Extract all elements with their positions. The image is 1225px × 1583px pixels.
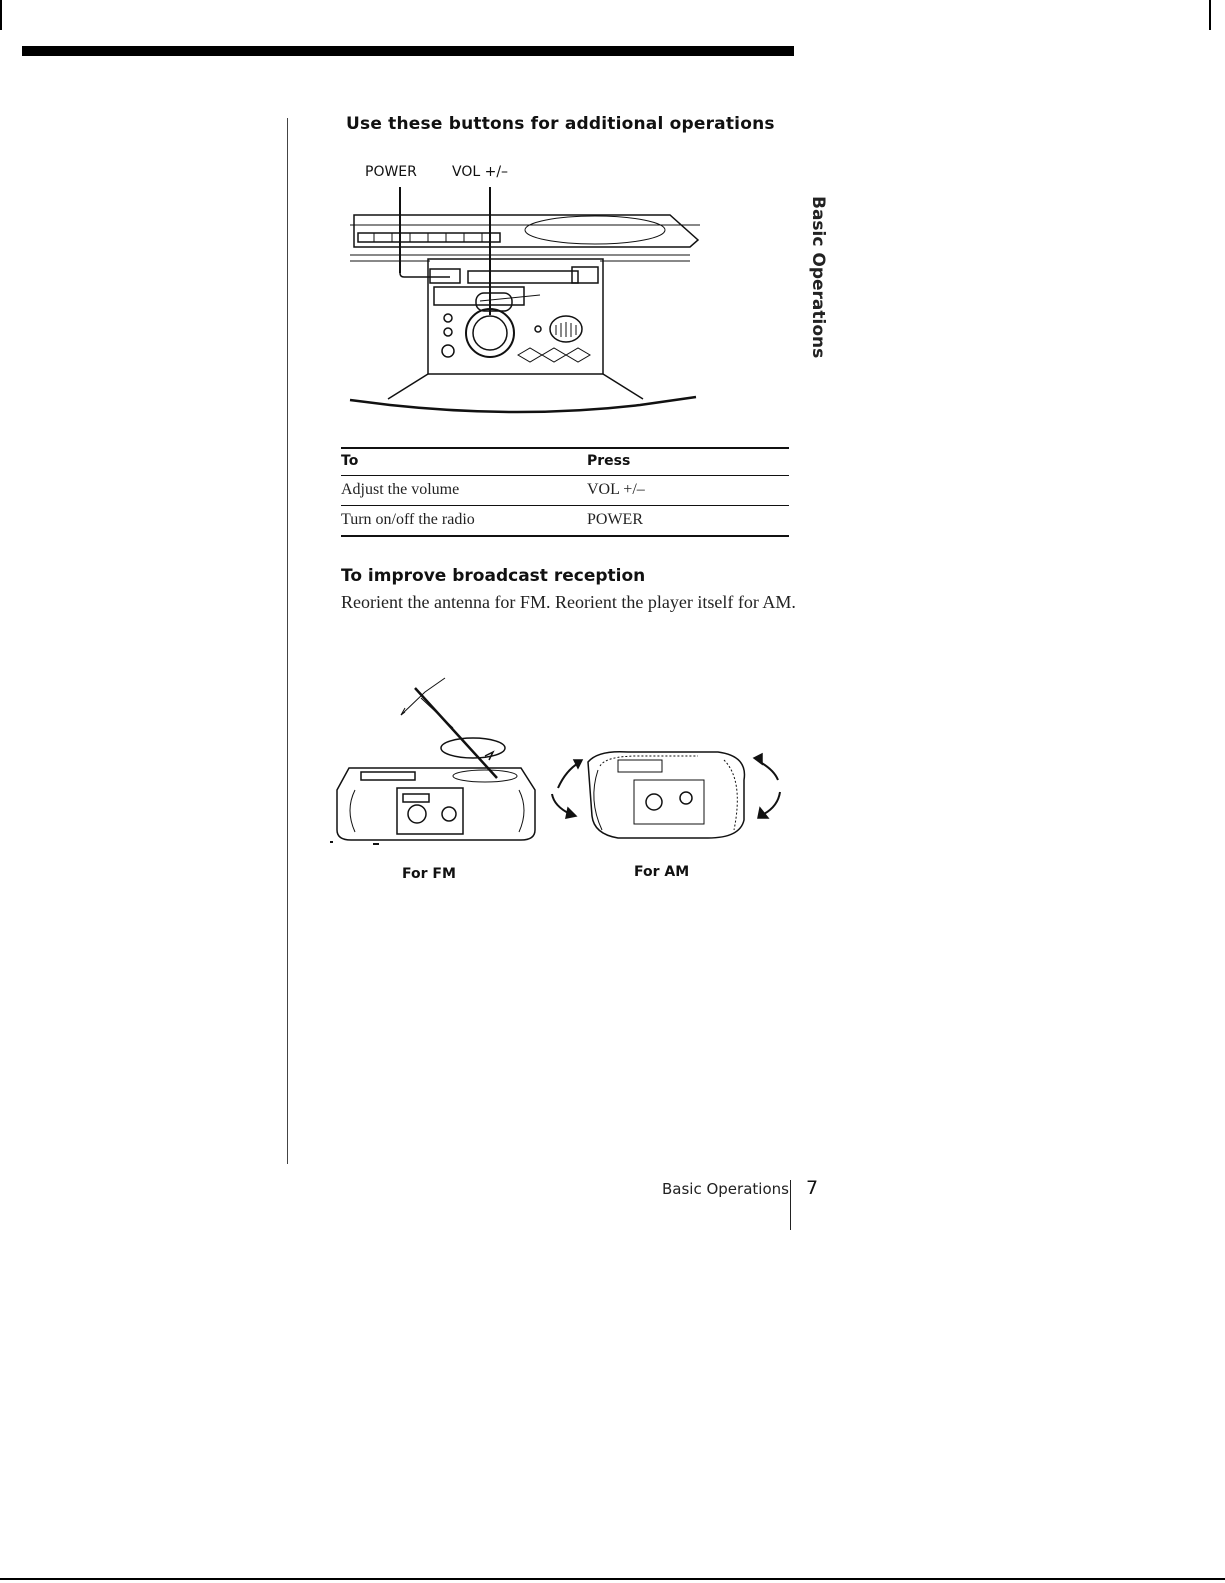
table-row — [341, 506, 789, 537]
radio-panel-illustration — [340, 185, 710, 415]
fm-caption: For FM — [402, 866, 456, 882]
footer-divider — [790, 1180, 791, 1230]
table-header-row — [341, 448, 789, 476]
reception-heading: To improve broadcast reception — [341, 566, 646, 586]
am-caption: For AM — [634, 864, 690, 880]
side-tab — [808, 196, 848, 376]
margin-rule — [287, 118, 288, 1164]
callout-power: POWER — [365, 164, 417, 180]
row2-button: POWER — [587, 506, 789, 537]
page-edge-left — [0, 0, 2, 30]
row1-button: VOL +/– — [587, 476, 789, 506]
header-press: Press — [587, 448, 789, 476]
row1-action: Adjust the volume — [341, 476, 587, 506]
section-heading: Use these buttons for additional operations — [346, 114, 775, 134]
page-edge-right — [1209, 0, 1211, 30]
operations-table — [341, 447, 789, 537]
header-to: To — [341, 448, 587, 476]
am-rotation-illustration — [548, 740, 788, 850]
footer-section: Basic Operations — [662, 1180, 789, 1198]
page-number: 7 — [806, 1177, 819, 1199]
fm-antenna-illustration — [325, 670, 540, 855]
side-tab-label: Basic Operations — [808, 196, 828, 359]
callout-vol: VOL +/– — [452, 164, 509, 180]
header-rule — [22, 46, 794, 56]
page-bottom-edge — [0, 1578, 1225, 1580]
reception-text: Reorient the antenna for FM. Reorient the player itself for AM. — [341, 592, 796, 612]
table-row — [341, 476, 789, 506]
row2-action: Turn on/off the radio — [341, 506, 587, 537]
